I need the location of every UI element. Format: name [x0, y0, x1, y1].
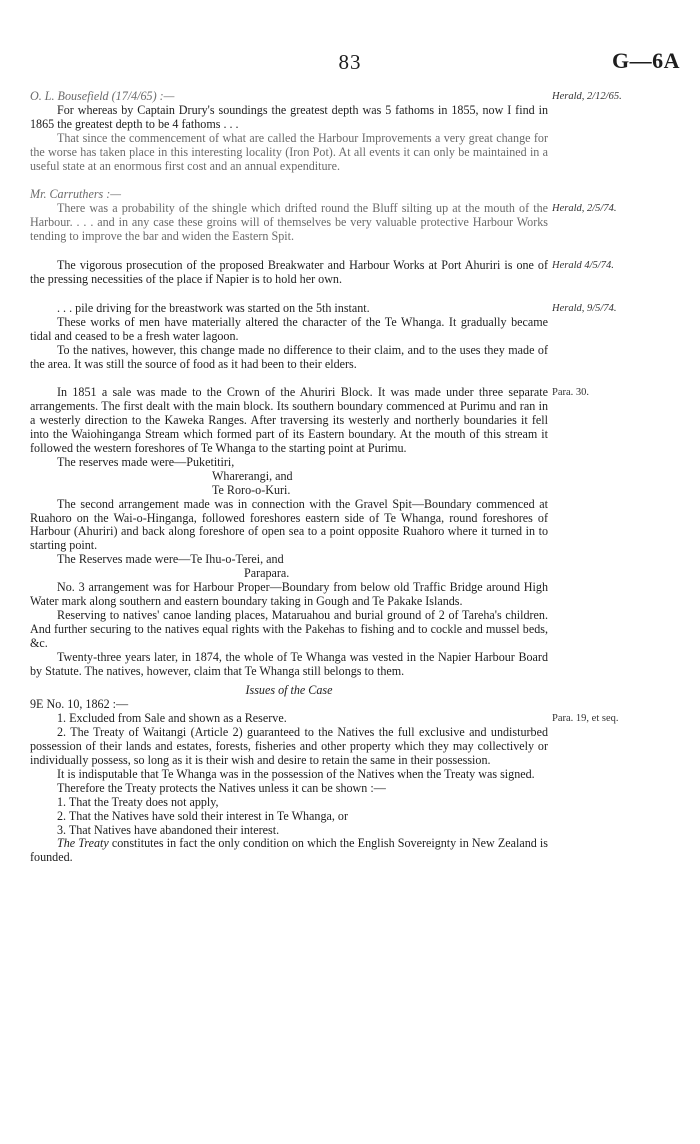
paragraph: The vigorous prosecution of the proposed Breakwater and Harbour Works at Port Ahuriri is one of the pressing necessities of the place if Napier is to hold her own. [30, 258, 548, 286]
paragraph: Reserving to natives' canoe landing places, Mataruahou and burial ground of 2 of Tareha's children. And further securing to the natives equal rights with the Pakehas to fishing and to cockle and mussel beds, &c. [30, 607, 548, 650]
reserves-line: The reserves made were—Puketitiri, [57, 454, 235, 469]
issues-heading: 9E No. 10, 1862 :— [30, 697, 129, 712]
reserves-line: Wharerangi, and [212, 468, 293, 483]
list-item: 1. That the Treaty does not apply, [57, 794, 219, 809]
reserves-line: Te Roro-o-Kuri. [212, 482, 291, 497]
issues-section [30, 683, 619, 865]
quote-pile-driving [30, 300, 617, 372]
reserves-line: Parapara. [244, 566, 290, 581]
margin-citation: Herald, 2/12/65. [552, 91, 622, 102]
paragraph [30, 837, 548, 865]
document-reference: G—6A [612, 48, 680, 73]
margin-citation: Herald, 2/5/74. [552, 203, 617, 215]
quote-heading: Mr. Carruthers :— [30, 187, 122, 202]
page-number: 83 [338, 50, 362, 74]
quote-carruthers [30, 187, 617, 244]
paragraph: To the natives, however, this change made no difference to their claim, and to the uses they made of the area. It was still the source of food as it had been to their elders. [30, 342, 548, 371]
list-item: 2. That the Natives have sold their interest in Te Whanga, or [57, 808, 349, 823]
list-item: 1. Excluded from Sale and shown as a Reserve. [57, 711, 287, 726]
margin-citation: Herald, 9/5/74. [552, 302, 617, 314]
paragraph: Twenty-three years later, in 1874, the whole of Te Whanga was vested in the Napier Harbour Board by Statute. The natives, however, claim that Te Whanga still belongs to them. [30, 649, 548, 678]
margin-citation: Para. 30. [552, 387, 590, 399]
paragraph: That since the commencement of what are called the Harbour Improvements a very great change for the worse has taken place in this interesting locality (Iron Pot). At all events it can only be maintained in a useful state at an enormous first cost and an annual expenditure. [30, 130, 548, 173]
margin-citation: Herald 4/5/74. [552, 260, 614, 272]
paragraph: There was a probability of the shingle which drifted round the Bluff silting up at the mouth of the Harbour. . . . and in any case these groins will of themselves be very valuable protective Harbour Works tending to improve the bar and widen the Eastern Spit. [30, 201, 548, 244]
paragraph: For whereas by Captain Drury's soundings the greatest depth was 5 fathoms in 1855, now I find in 1865 the greatest depth to be 4 fathoms . . . [30, 102, 548, 131]
reserves-line: The Reserves made were—Te Ihu-o-Terei, and [57, 552, 284, 567]
issues-body [30, 697, 619, 865]
ahuriri-sale-section [30, 385, 590, 678]
paragraph: Therefore the Treaty protects the Natives unless it can be shown :— [57, 780, 386, 795]
quote-breakwater [30, 258, 614, 287]
quote-heading: O. L. Bousefield (17/4/65) :— [30, 89, 175, 103]
paragraph: These works of men have materially altered the character of the Te Whanga. It gradually became tidal and ceased to be a fresh water lagoon. [30, 314, 548, 343]
section-title: Issues of the Case [245, 683, 333, 698]
treaty-emphasis: The Treaty [57, 836, 109, 851]
paragraph: No. 3 arrangement was for Harbour Proper—Boundary from below old Traffic Bridge around High Water mark along southern and eastern boundary taking in Gough and Te Pakake Islands. [30, 580, 548, 608]
paragraph: It is indisputable that Te Whanga was in the possession of the Natives when the Treaty was signed. [57, 766, 535, 781]
list-item: 2. The Treaty of Waitangi (Article 2) guaranteed to the Natives the full exclusive and undisturbed possession of their lands and estates, forests, fisheries and other property which they may collectively or individually possess, so long as it is their wish and desire to retain the same in their possession. [30, 725, 548, 767]
margin-citation: Para. 19, et seq. [552, 713, 619, 725]
list-item: 3. That Natives have abandoned their interest. [57, 822, 280, 837]
document-body [30, 89, 622, 880]
paragraph: . . . pile driving for the breastwork was started on the 5th instant. [57, 300, 370, 315]
paragraph: In 1851 a sale was made to the Crown of the Ahuriri Block. It was made under three separate arrangements. The first dealt with the main block. Its southern boundary commenced at Purimu and ran in a westerly direction to the Kaweka Ranges. After traversing its westerly and northerly boundaries it fell into the Waiohinganga Stream which formed part of its Eastern boundary. At the mouth of this stream it followed the western foreshores of Te Whanga to the starting point at Purimu. [30, 385, 548, 456]
paragraph: The second arrangement made was in connection with the Gravel Spit—Boundary commenced at Ruahoro on the Wai-o-Hinganga, followed foreshores eastern side of Te Whanga, round foreshores of Harbour (Ahuriri) and back along foreshore of open sea to a point opposite Ruahoro where it turned in to starting point. [30, 496, 548, 553]
paragraph-text: constitutes in fact the only condition on which the English Sovereignty in New Zealand is founded. [30, 836, 548, 865]
quote-bousefield [30, 89, 622, 173]
